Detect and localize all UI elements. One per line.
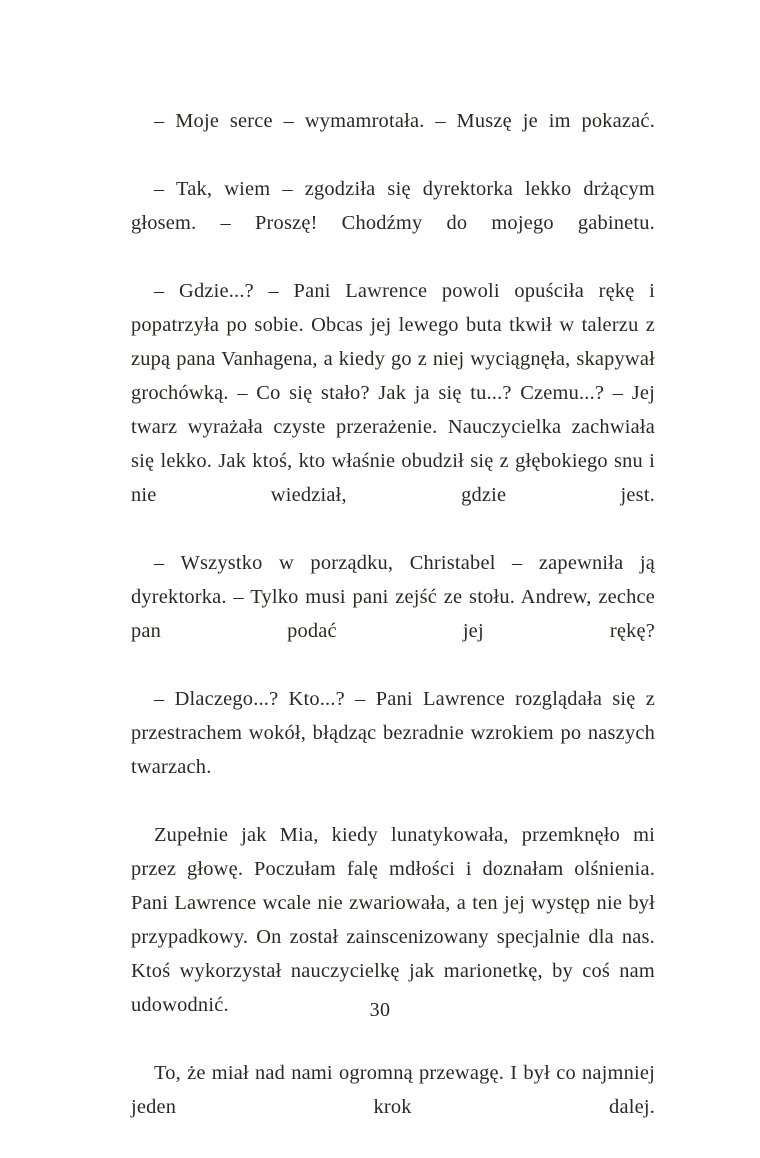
page-number: 30 [369,999,391,1021]
paragraph: – Dlaczego...? Kto...? – Pani Lawrence rozglądała się z przestrachem wokół, błądząc bezradnie wzrokiem po naszych twarzach. [131,688,655,778]
paragraph: – Moje serce – wymamrotała. – Muszę je im pokazać. [154,110,655,132]
paragraph: – Gdzie...? – Pani Lawrence powoli opuściła rękę i popatrzyła po sobie. Obcas jej lewego buta tkwił w talerzu z zupą pana Vanhagena, a kiedy go z niej wyciągnęła, skapywał grochówką. – Co się stało? Jak ja się tu...? Czemu...? – Jej twarz wyrażała czyste przerażenie. Nauczycielka zachwiała się lekko. Jak ktoś, kto właśnie obudził się z głębokiego snu i nie wiedział, gdzie jest. [131,280,655,506]
paragraph: Zupełnie jak Mia, kiedy lunatykowała, przemknęło mi przez głowę. Poczułam falę mdłości i doznałam olśnienia. Pani Lawrence wcale nie zwariowała, a ten jej występ nie był przypadkowy. On został zainscenizowany specjalnie dla nas. Ktoś wykorzystał nauczycielkę jak marionetkę, by coś nam udowodnić. [131,824,655,1016]
paragraph: – Wszystko w porządku, Christabel – zapewniła ją dyrektorka. – Tylko musi pani zejść ze stołu. Andrew, zechce pan podać jej rękę? [131,552,655,642]
paragraph: – Tak, wiem – zgodziła się dyrektorka lekko drżącym głosem. – Proszę! Chodźmy do mojego gabinetu. [131,178,655,234]
paragraph: To, że miał nad nami ogromną przewagę. I był co najmniej jeden krok dalej. [131,1062,655,1118]
